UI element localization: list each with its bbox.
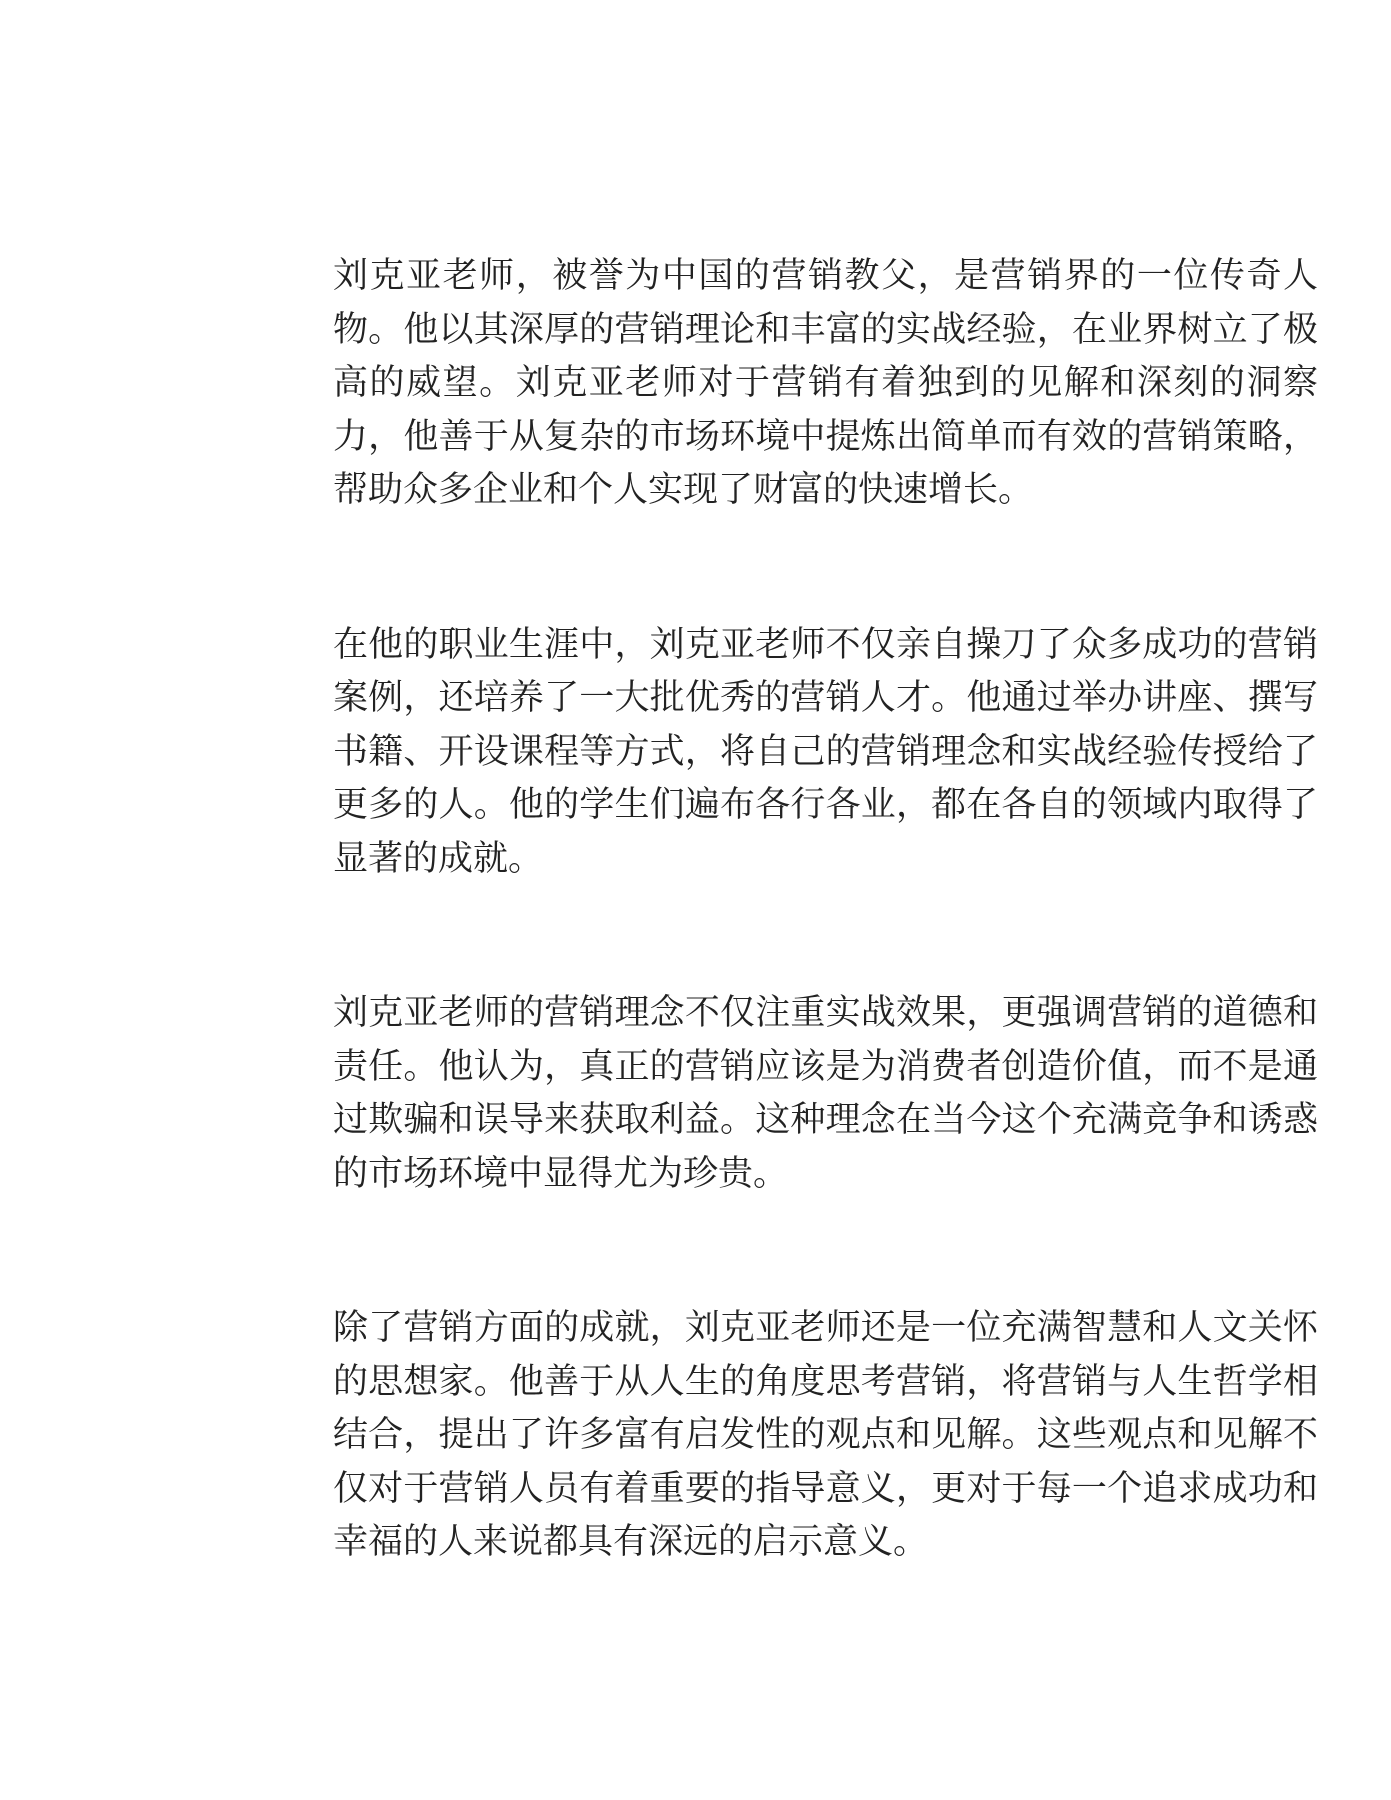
paragraph-3: 刘克亚老师的营销理念不仅注重实战效果，更强调营销的道德和责任。他认为，真正的营销应该是为消费者创造价值，而不是通过欺骗和误导来获取利益。这种理念在当今这个充满竞争和诱惑的市场环境中显得尤为珍贵。 (333, 993, 1318, 1194)
paragraph-2: 在他的职业生涯中，刘克亚老师不仅亲自操刀了众多成功的营销案例，还培养了一大批优秀的营销人才。他通过举办讲座、撰写书籍、开设课程等方式，将自己的营销理念和实战经验传授给了更多的人。他的学生们遍布各行各业，都在各自的领域内取得了显著的成就。 (333, 624, 1318, 879)
paragraph-4: 除了营销方面的成就，刘克亚老师还是一位充满智慧和人文关怀的思想家。他善于从人生的角度思考营销，将营销与人生哲学相结合，提出了许多富有启发性的观点和见解。这些观点和见解不仅对于营销人员有着重要的指导意义，更对于每一个追求成功和幸福的人来说都具有深远的启示意义。 (333, 1308, 1318, 1562)
paragraph-1: 刘克亚老师，被誉为中国的营销教父，是营销界的一位传奇人物。他以其深厚的营销理论和丰富的实战经验，在业界树立了极高的威望。刘克亚老师对于营销有着独到的见解和深刻的洞察力，他善于从复杂的市场环境中提炼出简单而有效的营销策略，帮助众多企业和个人实现了财富的快速增长。 (333, 256, 1318, 510)
article-body (333, 250, 1318, 1671)
